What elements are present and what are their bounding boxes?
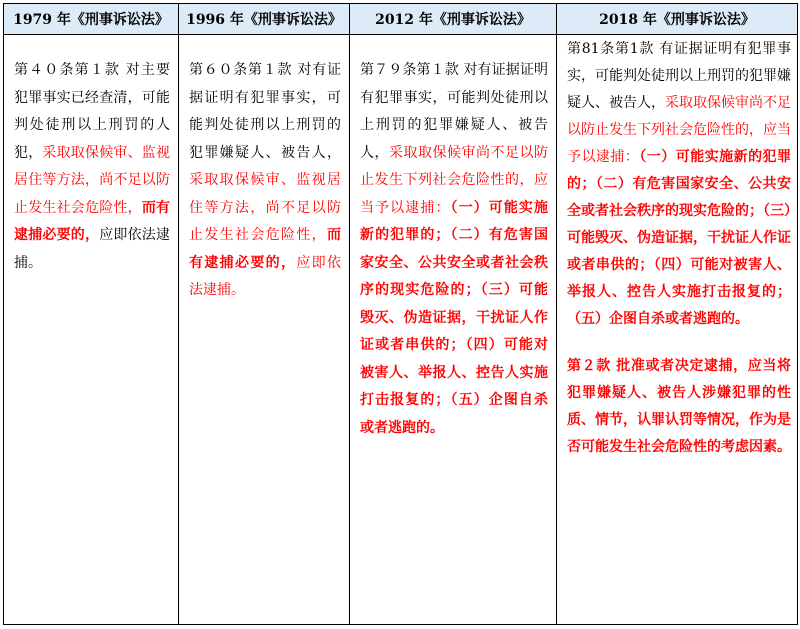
header-row xyxy=(4,4,798,35)
text-red-bold: （一）可能实施新的犯罪的；（二）有危害国家安全、公共安全或者社会秩序的现实危险的；（三）可能毁灭、伪造证据，干扰证人作证或者串供的；（四）可能对被害人、举报人、控告人实施打击报复的；（五）企图自杀或者逃跑的。 xyxy=(360,199,548,436)
text-plain: 第６０条第１款 对有证据证明有犯罪事实，可能判处徒刑以上刑罚的犯罪嫌疑人、被告人， xyxy=(189,62,341,161)
header-1996: 1996 年《刑事诉讼法》 xyxy=(179,4,350,35)
text-red: 采取取保候审、监视居住等方法，尚不足以防止发生社会危险性， xyxy=(14,144,171,216)
cell-1979 xyxy=(4,35,179,625)
header-2018: 2018 年《刑事诉讼法》 xyxy=(557,4,798,35)
text-red: 采取取保候审尚不足以防止发生下列社会危险性的，应当予以逮捕： xyxy=(567,95,791,165)
text-red-bold: 而有逮捕必要的， xyxy=(14,199,171,243)
content-row xyxy=(4,35,798,625)
article-1996 xyxy=(179,35,349,305)
text-red: 采取取保候审、监视居住等方法，尚不足以防止发生社会危险性， xyxy=(189,172,341,243)
cell-2012 xyxy=(350,35,557,625)
article-2012 xyxy=(350,35,556,442)
text-red: 采取取保候审尚不足以防止发生下列社会危险性的，应当予以逮捕： xyxy=(360,144,548,216)
text-plain: 第４０条第１款 对主要犯罪事实已经查清，可能判处徒刑以上刑罚的人犯， xyxy=(14,62,170,161)
paragraph-2: 第２款 批准或者决定逮捕，应当将犯罪嫌疑人、被告人涉嫌犯罪的性质、情节，认罪认罚等情况，作为是否可能发生社会危险性的考虑因素。 xyxy=(567,358,791,455)
text-red: 应即依法逮捕。 xyxy=(189,254,342,298)
text-red-bold: （一）可能实施新的犯罪的；（二）有危害国家安全、公共安全或者社会秩序的现实危险的；（三）可能毁灭、伪造证据，干扰证人作证或者串供的；（四）可能对被害人、举报人、控告人实施打击报复的；（五）企图自杀或者逃跑的。 xyxy=(567,149,792,327)
text-plain: 第７９条第１款 对有证据证明有犯罪事实，可能判处徒刑以上刑罚的犯罪嫌疑人、被告人， xyxy=(360,62,548,161)
text-plain: 应即依法逮捕。 xyxy=(14,227,171,271)
header-1979: 1979 年《刑事诉讼法》 xyxy=(4,4,179,35)
text-plain: 第81条第1款 有证据证明有犯罪事实，可能判处徒刑以上刑罚的犯罪嫌疑人、被告人， xyxy=(567,41,791,111)
law-comparison-table xyxy=(3,3,798,625)
text-red-bold: 而有逮捕必要的， xyxy=(189,227,341,271)
header-2012: 2012 年《刑事诉讼法》 xyxy=(350,4,557,35)
article-2018 xyxy=(557,35,797,461)
paragraph-1 xyxy=(567,36,791,333)
cell-1996 xyxy=(179,35,350,625)
cell-2018 xyxy=(557,35,798,625)
article-1979 xyxy=(4,35,178,277)
